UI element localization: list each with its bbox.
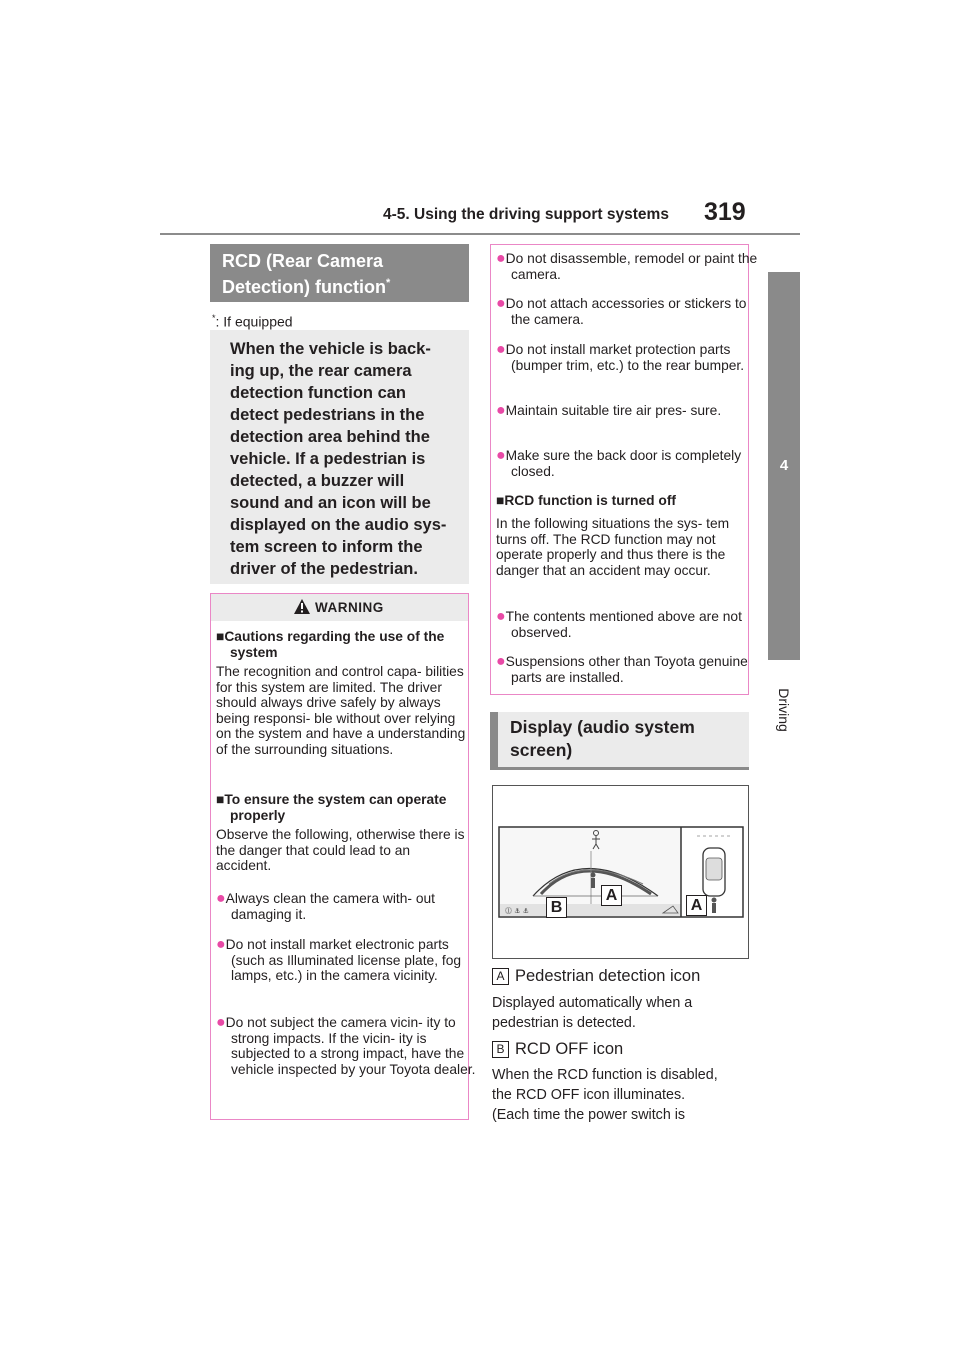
warning-text-3: In the following situations the sys- tem turns off. The RCD function may not operate properly and thus there is the danger that an accident may occur. <box>496 516 730 578</box>
audio-screen-illustration <box>492 785 749 959</box>
summary-line: detection function can <box>230 384 407 402</box>
bullet-text: Do not install market electronic parts (such as Illuminated license plate, fog lamps, etc.) in the camera vicinity. <box>225 937 462 984</box>
footnote <box>212 313 293 330</box>
heading-text: Cautions regarding the use of the system <box>224 629 445 660</box>
summary-line: displayed on the audio sys- <box>230 516 447 534</box>
warning-bullet: ●Always clean the camera with- out damaging it. <box>216 890 436 922</box>
section-title: 4-5. Using the driving support systems <box>383 206 669 223</box>
svg-text:⓵ ⚓ ⚓: ⓵ ⚓ ⚓ <box>505 907 530 915</box>
item-b-desc-line: the RCD OFF icon illuminates. <box>492 1087 686 1103</box>
summary-line: detection area behind the <box>230 428 430 446</box>
summary-line: When the vehicle is back- <box>230 340 431 358</box>
warning-header <box>211 594 468 621</box>
bullet-text: Suspensions other than Toyota genuine parts are installed. <box>505 654 748 685</box>
footnote-mark: * <box>212 313 216 323</box>
chapter-tab <box>768 272 800 660</box>
rcd-title-line1: RCD (Rear Camera <box>222 251 384 271</box>
display-section-title <box>490 712 749 770</box>
chapter-label: Driving <box>776 688 792 732</box>
item-b-box: B <box>492 1041 509 1058</box>
warning-text-1: The recognition and control capa- bilities for this system are limited. The driver should always drive safely by always being responsi- ble without over relying on the system and have a understanding of the surrounding situations. <box>216 664 466 757</box>
item-b-row <box>492 1040 623 1059</box>
item-b-label: RCD OFF icon <box>515 1040 624 1058</box>
summary-line: vehicle. If a pedestrian is <box>230 450 426 468</box>
heading-text: To ensure the system can operate properly <box>224 792 447 823</box>
rcd-title-mark: * <box>386 277 391 289</box>
warning-bullet: ●Do not attach accessories or stickers to the camera. <box>496 295 747 327</box>
warning-label: WARNING <box>315 600 384 615</box>
bullet-text: Do not attach accessories or stickers to the camera. <box>505 296 747 327</box>
display-title-line2: screen) <box>510 740 573 760</box>
warning-bullet: ●Suspensions other than Toyota genuine parts are installed. <box>496 653 748 685</box>
warning-text-2: Observe the following, otherwise there is the danger that could lead to an accident. <box>216 827 465 874</box>
bullet-text: Do not subject the camera vicin- ity to strong impacts. If the vicin- ity is subjected to a strong impact, have the vehicle inspected by your Toyota dealer. <box>225 1015 476 1077</box>
rcd-title-line2: Detection) function <box>222 277 386 297</box>
warning-heading-2: ■To ensure the system can operate properly <box>216 792 447 823</box>
summary-line: detected, a buzzer will <box>230 472 405 490</box>
bullet-text: The contents mentioned above are not observed. <box>505 609 742 640</box>
bullet-text: Always clean the camera with- out damaging it. <box>225 891 436 922</box>
warning-bullet: ●Do not disassemble, remodel or paint the camera. <box>496 250 758 282</box>
bullet-text: Do not install market protection parts (bumper trim, etc.) to the rear bumper. <box>505 342 745 373</box>
warning-box-continued <box>490 244 758 695</box>
warning-bullet: ●Do not install market protection parts (bumper trim, etc.) to the rear bumper. <box>496 341 745 373</box>
item-a-desc: Displayed automatically when a pedestrian is detected. <box>492 995 693 1031</box>
heading-text: RCD function is turned off <box>504 493 677 508</box>
display-title-line1: Display (audio system <box>510 717 695 737</box>
rcd-summary <box>210 330 469 584</box>
warning-heading-1: ■Cautions regarding the use of the system <box>216 629 445 660</box>
warning-heading-3: ■RCD function is turned off <box>496 493 677 508</box>
warning-bullet: ●Maintain suitable tire air pres- sure. <box>496 402 722 419</box>
chapter-label-wrap <box>768 660 800 760</box>
callout-a-2: A <box>686 895 707 916</box>
bullet-text: Do not disassemble, remodel or paint the camera. <box>505 251 758 282</box>
rcd-section-title <box>210 244 469 302</box>
screen-diagram <box>493 786 748 958</box>
item-b-desc-line: (Each time the power switch is <box>492 1107 686 1123</box>
rcd-title-line2-wrap <box>222 272 457 298</box>
warning-box <box>210 593 476 1120</box>
footnote-text: : If equipped <box>215 313 293 330</box>
summary-line: ing up, the rear camera <box>230 362 412 380</box>
callout-b: B <box>546 897 567 918</box>
page-number: 319 <box>704 198 746 226</box>
warning-bullet: ●Do not subject the camera vicin- ity to strong impacts. If the vicin- ity is subjected to a strong impact, have the vehicle inspected by your Toyota dealer. <box>216 1014 476 1077</box>
summary-line: detect pedestrians in the <box>230 406 425 424</box>
callout-a-1: A <box>601 885 622 906</box>
chapter-number: 4 <box>779 457 789 474</box>
summary-line: sound and an icon will be <box>230 494 431 512</box>
summary-line: tem screen to inform the <box>230 538 423 556</box>
item-b-desc-line: When the RCD function is disabled, <box>492 1067 718 1083</box>
summary-line: driver of the pedestrian. <box>230 560 418 578</box>
warning-bullet: ●Do not install market electronic parts (such as Illuminated license plate, fog lamps, etc.) in the camera vicinity. <box>216 936 462 984</box>
bullet-text: Maintain suitable tire air pres- sure. <box>505 403 722 418</box>
item-a-box: A <box>492 968 509 985</box>
warning-bullet: ●The contents mentioned above are not observed. <box>496 608 742 640</box>
item-b-desc <box>492 1065 748 1125</box>
bullet-text: Make sure the back door is completely closed. <box>505 448 742 479</box>
header-rule <box>160 233 800 235</box>
warning-bullet: ●Make sure the back door is completely closed. <box>496 447 742 479</box>
item-a-label: Pedestrian detection icon <box>515 967 701 985</box>
warning-icon <box>293 598 311 615</box>
item-a-row <box>492 967 700 986</box>
